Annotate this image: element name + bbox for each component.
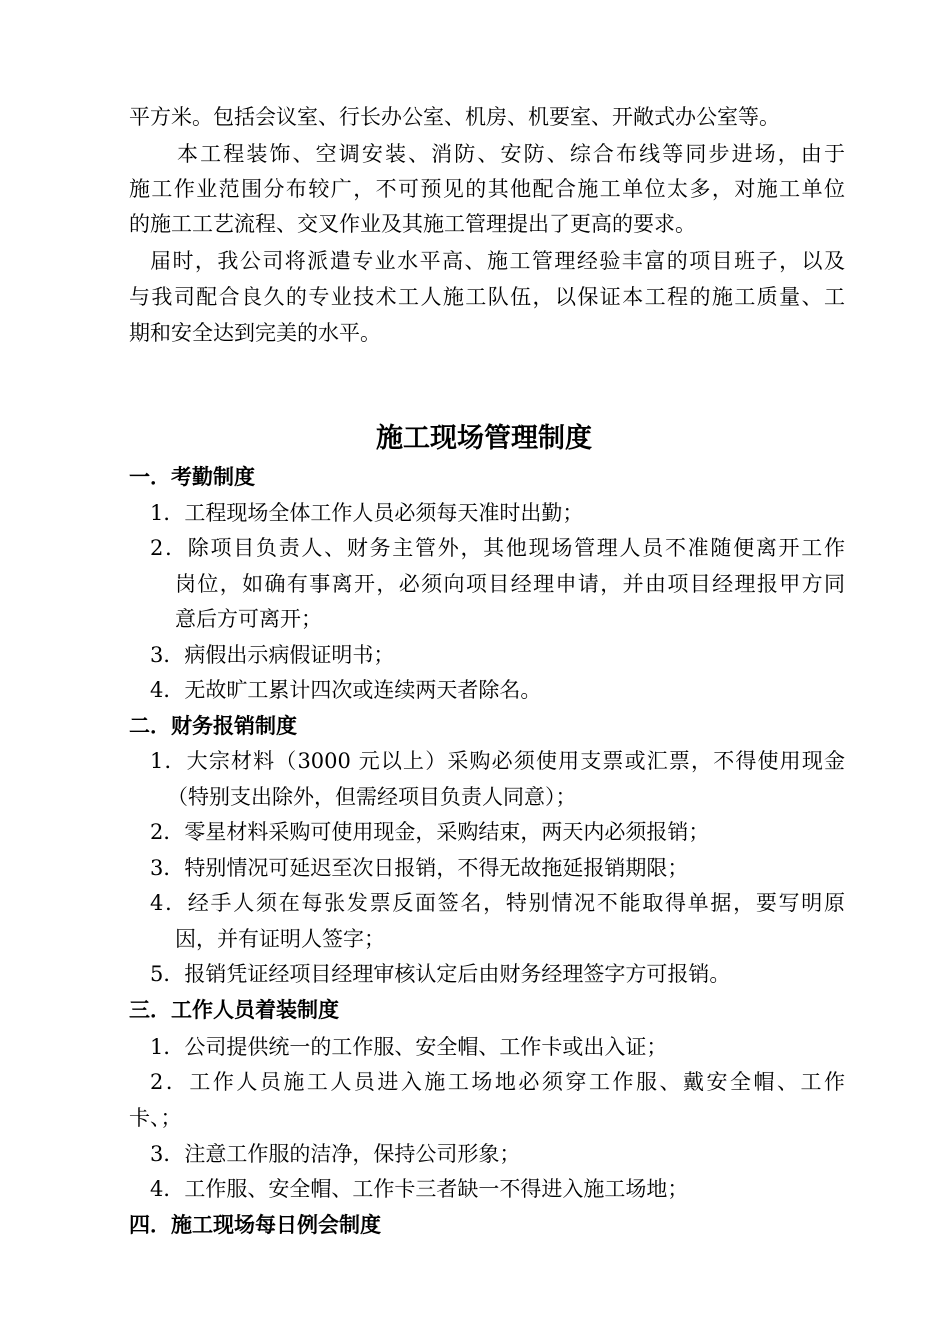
list-item: 4．工作服、安全帽、工作卡三者缺一不得进入施工场地；: [150, 1177, 689, 1201]
intro-paragraph-3-line-2: 与我司配合良久的专业技术工人施工队伍，以保证本工程的施工质量、工: [129, 285, 845, 309]
list-item: 2．除项目负责人、财务主管外，其他现场管理人员不准随便离开工作: [150, 536, 845, 560]
intro-paragraph-3-line-3: 期和安全达到完美的水平。: [129, 321, 381, 345]
list-item: 5．报销凭证经项目经理审核认定后由财务经理签字方可报销。: [150, 962, 731, 986]
intro-paragraph-2-line-1: 本工程装饰、空调安装、消防、安防、综合布线等同步进场，由于: [177, 142, 845, 166]
section-heading: 一．考勤制度: [129, 465, 255, 489]
list-item-continuation: 因，并有证明人签字；: [175, 927, 385, 951]
list-item: 2．工作人员施工人员进入施工场地必须穿工作服、戴安全帽、工作: [150, 1070, 845, 1094]
list-item-continuation: 卡、；: [129, 1106, 182, 1130]
list-item: 3．注意工作服的洁净，保持公司形象；: [150, 1142, 521, 1166]
intro-paragraph-2-line-3: 的施工工艺流程、交叉作业及其施工管理提出了更高的要求。: [129, 212, 696, 236]
section-heading: 二．财务报销制度: [129, 714, 297, 738]
list-item: 3．特别情况可延迟至次日报销，不得无故拖延报销期限；: [150, 856, 689, 880]
list-item: 1．公司提供统一的工作服、安全帽、工作卡或出入证；: [150, 1035, 668, 1059]
section-heading: 四．施工现场每日例会制度: [129, 1213, 381, 1237]
list-item-continuation: 意后方可离开；: [175, 607, 322, 631]
section-heading: 三．工作人员着装制度: [129, 998, 339, 1022]
list-item: 4．无故旷工累计四次或连续两天者除名。: [150, 678, 542, 702]
intro-paragraph-2-line-2: 施工作业范围分布较广，不可预见的其他配合施工单位太多，对施工单位: [129, 177, 845, 201]
list-item-continuation: 岗位，如确有事离开，必须向项目经理申请，并由项目经理报甲方同: [175, 572, 845, 596]
list-item: 2．零星材料采购可使用现金，采购结束，两天内必须报销；: [150, 820, 710, 844]
list-item: 4．经手人须在每张发票反面签名，特别情况不能取得单据，要写明原: [150, 891, 845, 915]
list-item: 1．工程现场全体工作人员必须每天准时出勤；: [150, 501, 584, 525]
intro-paragraph-3-line-1: 届时，我公司将派遣专业水平高、施工管理经验丰富的项目班子，以及: [150, 249, 845, 273]
list-item: 3．病假出示病假证明书；: [150, 643, 395, 667]
list-item-continuation: （特别支出除外，但需经项目负责人同意）；: [167, 785, 577, 809]
intro-paragraph-1: 平方米。包括会议室、行长办公室、机房、机要室、开敞式办公室等。: [129, 105, 780, 129]
page-title: 施工现场管理制度: [376, 423, 592, 454]
list-item: 1．大宗材料（3000 元以上）采购必须使用支票或汇票，不得使用现金: [150, 749, 845, 773]
